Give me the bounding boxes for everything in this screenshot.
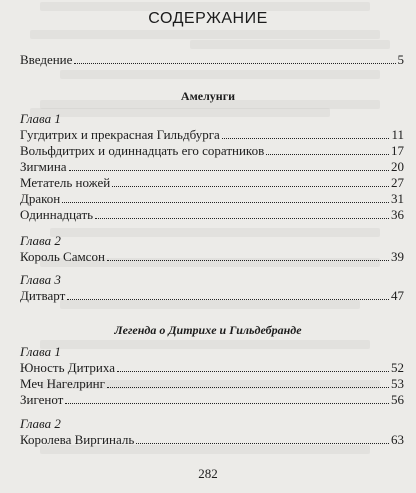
toc-entry-title: Королева Виргиналь <box>20 432 135 447</box>
toc-entry[interactable] <box>20 432 404 448</box>
toc-entry-page: 5 <box>397 52 404 67</box>
dot-leader <box>74 62 395 64</box>
dot-leader <box>95 217 389 219</box>
toc-entry-page: 31 <box>391 191 404 206</box>
toc-entry[interactable] <box>20 249 404 265</box>
dot-leader <box>65 402 389 404</box>
toc-entry-title: Зигенот <box>20 392 64 407</box>
toc-entry[interactable] <box>20 127 404 143</box>
toc-entry-title: Зигмина <box>20 159 67 174</box>
dot-leader <box>107 386 389 388</box>
dot-leader <box>69 169 389 171</box>
toc-entry-title: Дракон <box>20 191 61 206</box>
toc-entry-page: 47 <box>391 288 404 303</box>
dot-leader <box>222 137 390 139</box>
toc-entry-page: 63 <box>391 432 404 447</box>
toc-entry[interactable] <box>20 191 404 207</box>
toc-entry[interactable] <box>20 143 404 159</box>
toc-entry-title: Юность Дитриха <box>20 360 115 375</box>
toc-entry-page: 52 <box>391 360 404 375</box>
toc-entry[interactable] <box>20 392 404 408</box>
section-heading-amelungi: Амелунги <box>180 89 236 103</box>
toc-entry-page: 56 <box>391 392 404 407</box>
chapter-label: Глава 1 <box>20 111 61 126</box>
dot-leader <box>112 185 389 187</box>
toc-entry-page: 17 <box>391 143 404 158</box>
toc-entry-page: 27 <box>391 175 404 190</box>
toc-entry-page: 36 <box>391 207 404 222</box>
section-heading-dietrich: Легенда о Дитрихе и Гильдебранде <box>114 323 302 337</box>
toc-entry-title: Вольфдитрих и одиннадцать его соратников <box>20 143 265 158</box>
dot-leader <box>136 442 389 444</box>
toc-entry-title: Гугдитрих и прекрасная Гильдбурга <box>20 127 220 142</box>
toc-entry-page: 11 <box>391 127 404 142</box>
chapter-label: Глава 2 <box>20 233 61 248</box>
dot-leader <box>117 370 389 372</box>
toc-entry-page: 39 <box>391 249 404 264</box>
toc-entry[interactable] <box>20 376 404 392</box>
toc-entry-page: 53 <box>391 376 404 391</box>
toc-entry-title: Одиннадцать <box>20 207 94 222</box>
chapter-label: Глава 1 <box>20 344 61 359</box>
chapter-label: Глава 2 <box>20 416 61 431</box>
dot-leader <box>266 153 389 155</box>
toc-entry[interactable] <box>20 207 404 223</box>
toc-entry[interactable] <box>20 360 404 376</box>
chapter-label: Глава 3 <box>20 272 61 287</box>
toc-entry-title: Меч Нагелринг <box>20 376 105 391</box>
dot-leader <box>67 298 389 300</box>
page-title: СОДЕРЖАНИЕ <box>148 10 268 27</box>
toc-entry[interactable] <box>20 175 404 191</box>
dot-leader <box>107 259 389 261</box>
dot-leader <box>62 201 389 203</box>
toc-entry-title: Введение <box>20 52 73 67</box>
toc-entry-intro[interactable] <box>20 52 404 68</box>
toc-entry-title: Метатель ножей <box>20 175 111 190</box>
page-number: 282 <box>198 466 218 481</box>
toc-entry-page: 20 <box>391 159 404 174</box>
toc-entry-title: Король Самсон <box>20 249 105 264</box>
toc-entry-title: Дитварт <box>20 288 66 303</box>
toc-entry[interactable] <box>20 288 404 304</box>
toc-entry[interactable] <box>20 159 404 175</box>
